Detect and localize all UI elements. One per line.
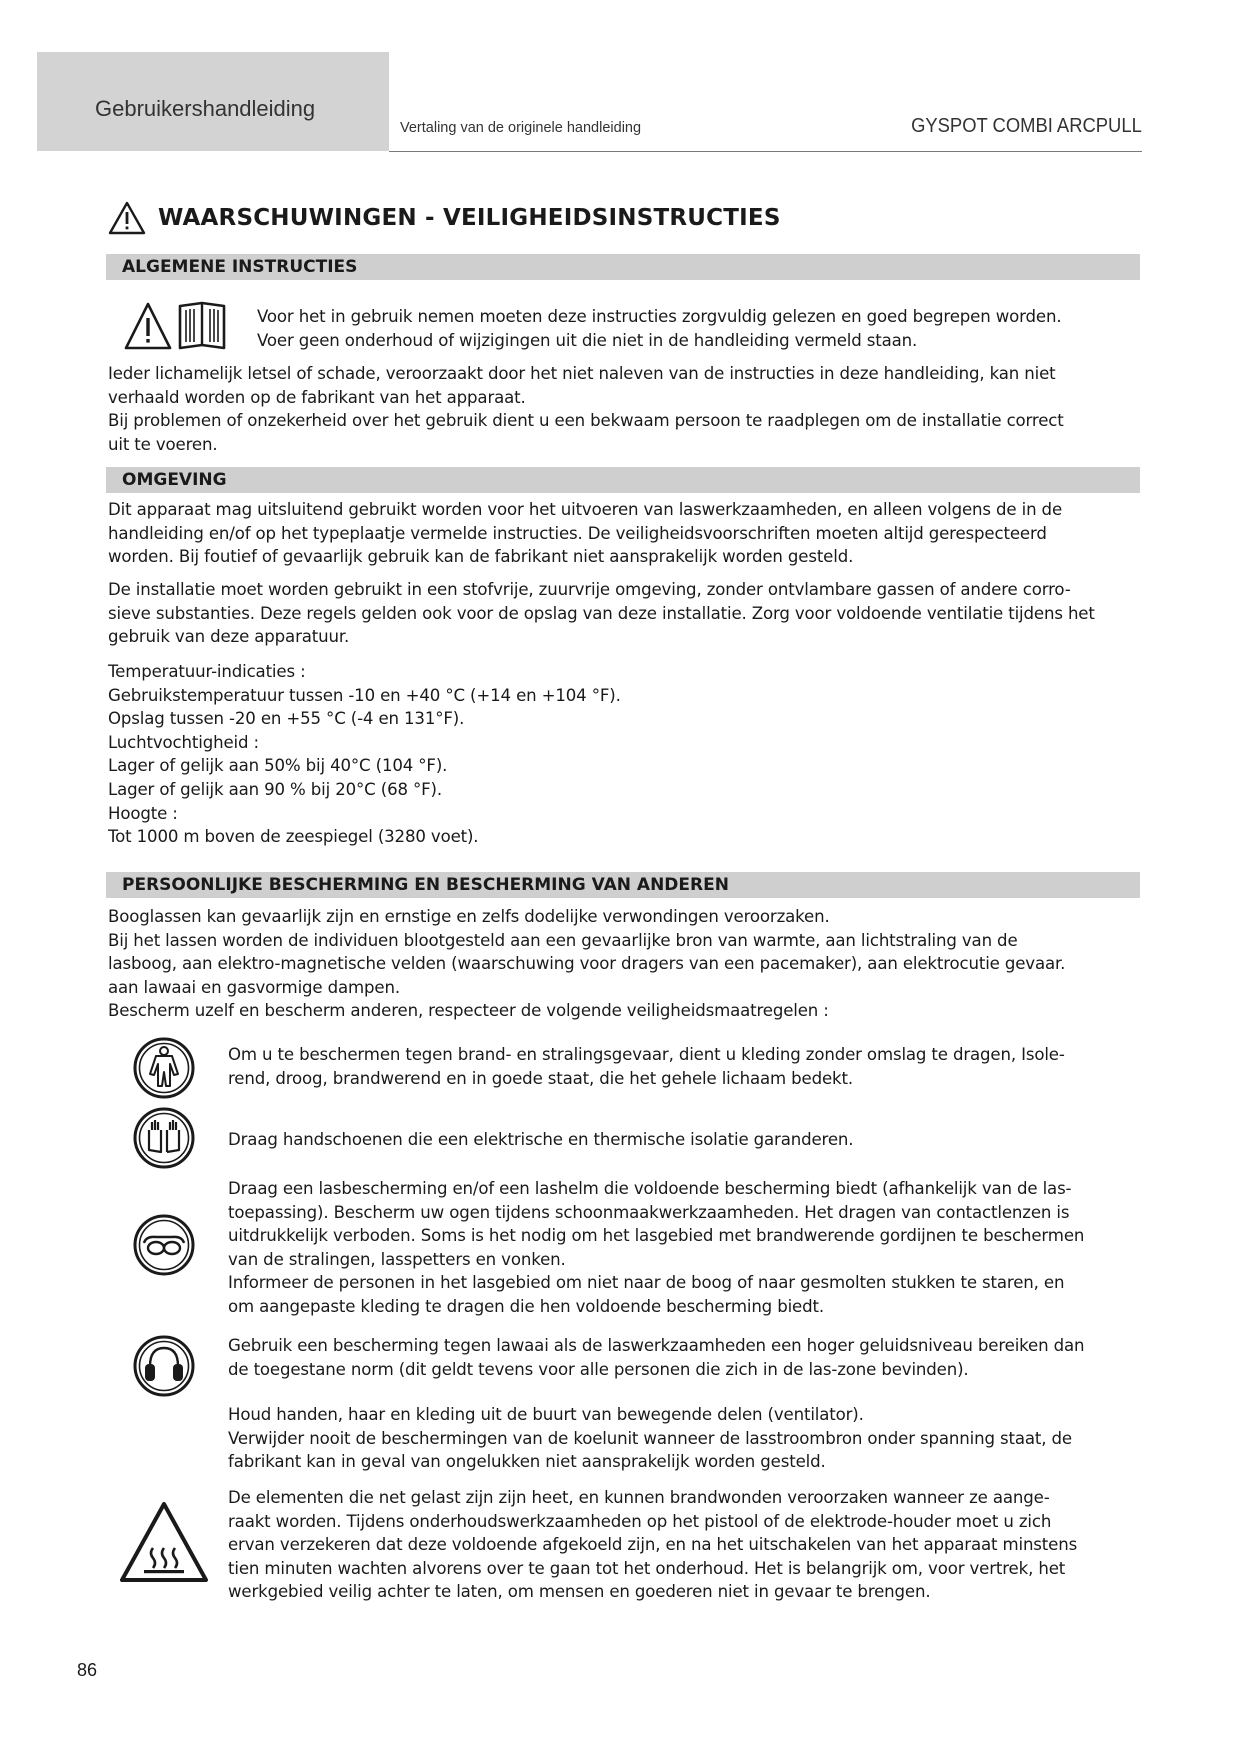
translation-note: Vertaling van de originele handleiding	[400, 120, 642, 136]
protection-eyes-text: Draag een lasbescherming en/of een lashelm die voldoende bescherming biedt (afhankelijk van de las- toepassing). Bescherm uw ogen tijdens schoonmaakwerkzaamheden. Het dragen van contactlenzen is uitdrukkelijk verboden. Soms is het nodig om het lasgebied met brandwerende gordijnen te beschermen van de stralingen, lasspetters en vonken. Informeer de personen in het lasgebied om niet naar de boog of naar gesmolten stukken te staren, en om aangepaste kleding te dragen die hen voldoende bescherming biedt.	[228, 1179, 1085, 1316]
protection-moving-parts-text: Houd handen, haar en kleding uit de buurt van bewegende delen (ventilator). Verwijder nooit de beschermingen van de koelunit wanneer de lasstroombron onder spanning staat, de fabrikant kan in geval van ongelukken niet aansprakelijk worden gesteld.	[228, 1405, 1072, 1472]
section-heading-general: ALGEMENE INSTRUCTIES	[106, 254, 1140, 280]
page-title	[108, 198, 1108, 238]
environment-usage: Dit apparaat mag uitsluitend gebruikt worden voor het uitvoeren van laswerkzaamheden, en alleen volgens de in de handleiding en/of op het typeplaatje vermelde instructies. De veiligheidsvoorschriften moeten altijd gerespecteerd worden. Bij foutief of gevaarlijk gebruik kan de fabrikant niet aansprakelijk worden gesteld.	[108, 500, 1062, 567]
protection-clothing-text: Om u te beschermen tegen brand- en stralingsgevaar, dient u kleding zonder omslag te dragen, Isole- rend, droog, brandwerend en in goede staat, die het gehele lichaam bedekt.	[228, 1045, 1065, 1088]
protection-hot-surface-text: De elementen die net gelast zijn zijn heet, en kunnen brandwonden veroorzaken wanneer ze aange- raakt worden. Tijdens onderhoudswerkzaamheden op het pistool of de elektrode-houder moet u zich ervan verzekeren dat deze voldoende afgekoeld zijn, en na het uitschakelen van het apparaat minstens tien minuten wachten alvorens over te gaan tot het onderhoud. Het is belangrijk om, voor vertrek, het werkgebied veilig achter te laten, om mensen en goederen niet in gevaar te brengen.	[228, 1488, 1078, 1602]
general-body: Ieder lichamelijk letsel of schade, veroorzaakt door het niet naleven van de instructies in deze handleiding, kan niet verhaald worden op de fabrikant van het apparaat. Bij problemen of onzekerheid over het gebruik dient u een bekwaam persoon te raadplegen om de installatie correct uit te voeren.	[108, 364, 1064, 454]
ear-protection-icon	[132, 1334, 196, 1398]
protection-intro: Booglassen kan gevaarlijk zijn en ernstige en zelfs dodelijke verwondingen veroorzaken. Bij het lassen worden de individuen blootgesteld aan een gevaarlijke bron van warmte, aan lichtstraling van de lasboog, aan elektro-magnetische velden (waarschuwing voor dragers van een pacemaker), aan elektrocutie gevaar. aan lawaai en gasvormige dampen. Bescherm uzelf en bescherm anderen, respecteer de volgende veiligheidsmaatregelen :	[108, 907, 1066, 1021]
gloves-icon	[132, 1106, 196, 1170]
header-divider	[389, 151, 1142, 152]
page-title-text: WAARSCHUWINGEN - VEILIGHEIDSINSTRUCTIES	[158, 205, 781, 231]
general-intro: Voor het in gebruik nemen moeten deze instructies zorgvuldig gelezen en goed begrepen worden. Voer geen onderhoud of wijzigingen uit die niet in de handleiding vermeld staan.	[257, 307, 1062, 350]
section-heading-protection: PERSOONLIJKE BESCHERMING EN BESCHERMING VAN ANDEREN	[106, 872, 1140, 898]
product-model: GYSPOT COMBI ARCPULL	[911, 115, 1142, 137]
protection-ears-text: Gebruik een bescherming tegen lawaai als de laswerkzaamheden een hoger geluidsniveau bereiken dan de toegestane norm (dit geldt tevens voor alle personen die zich in de las-zone bevinden).	[228, 1336, 1085, 1379]
warning-manual-icon	[124, 298, 234, 354]
warning-triangle-icon	[108, 201, 146, 235]
environment-installation: De installatie moet worden gebruikt in een stofvrije, zuurvrije omgeving, zonder ontvlambare gassen of andere corro- sieve substanties. Deze regels gelden ook voor de opslag van deze installatie. Zorg voor voldoende ventilatie tijdens het gebruik van deze apparatuur.	[108, 580, 1095, 647]
hot-surface-warning-icon	[118, 1500, 210, 1584]
protective-clothing-icon	[132, 1036, 196, 1100]
document-type-title: Gebruikershandleiding	[95, 96, 316, 121]
section-heading-environment: OMGEVING	[106, 467, 1140, 493]
page-number: 86	[77, 1660, 98, 1680]
protection-gloves-text: Draag handschoenen die een elektrische en thermische isolatie garanderen.	[228, 1130, 854, 1149]
safety-goggles-icon	[132, 1213, 196, 1277]
environment-conditions: Temperatuur-indicaties : Gebruikstemperatuur tussen -10 en +40 °C (+14 en +104 °F). Opslag tussen -20 en +55 °C (-4 en 131°F). Luchtvochtigheid : Lager of gelijk aan 50% bij 40°C (104 °F). Lager of gelijk aan 90 % bij 20°C (68 °F). Hoogte : Tot 1000 m boven de zeespiegel (3280 voet).	[108, 662, 621, 847]
